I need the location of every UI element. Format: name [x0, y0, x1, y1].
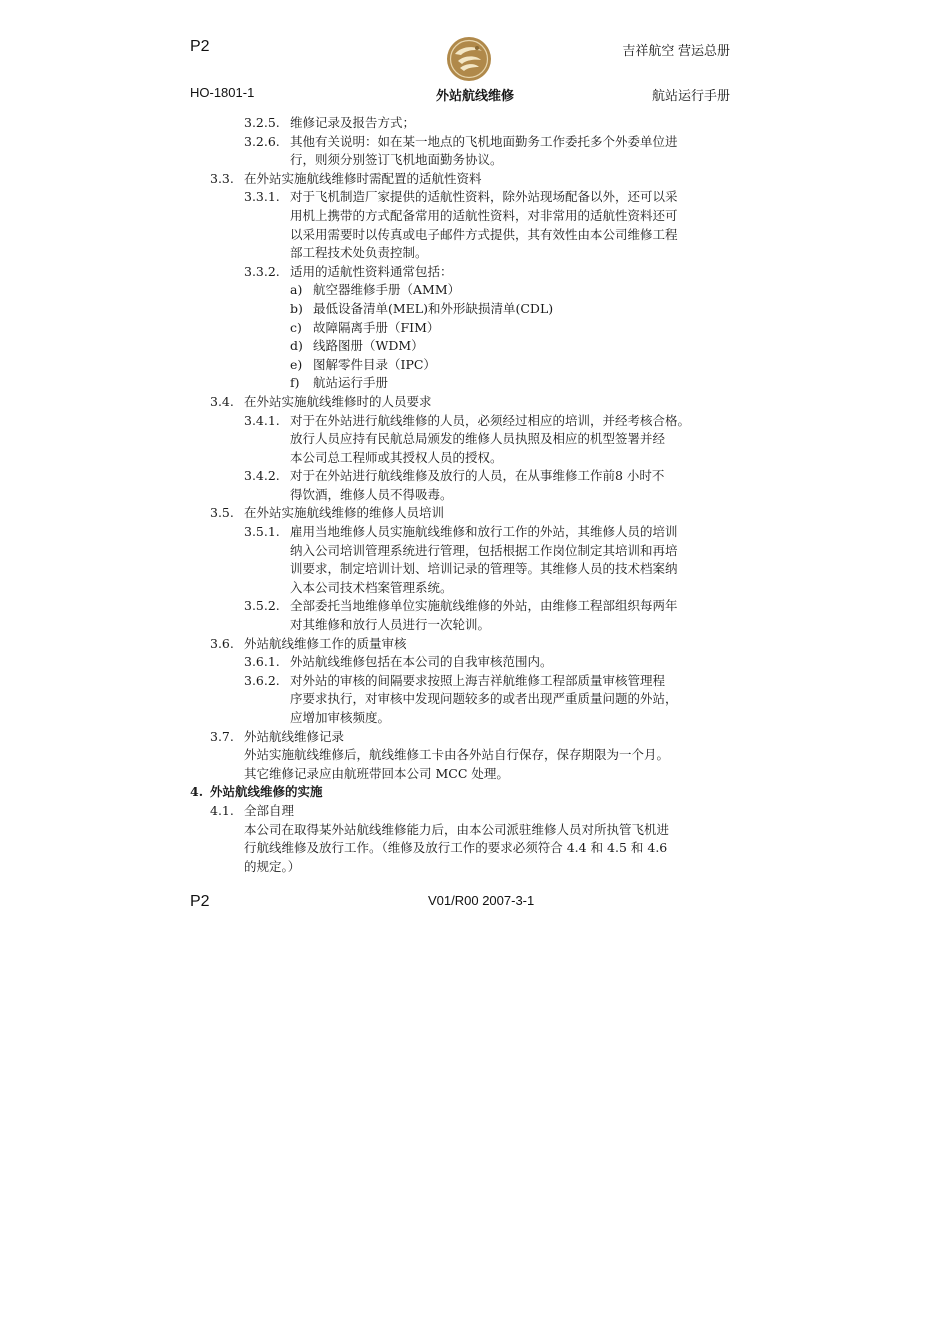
text-line [190, 858, 732, 877]
line-text: 对外站的审核的间隔要求按照上海吉祥航维修工程部质量审核管理程 [290, 672, 666, 688]
item-number: 3.6.1. [244, 654, 280, 670]
line-text: 本公司总工程师或其授权人员的授权。 [290, 449, 503, 465]
text-line [190, 319, 732, 338]
item-number: 3.4. [210, 393, 234, 409]
text-line [190, 226, 732, 245]
line-text: 行，则须分别签订飞机地面勤务协议。 [290, 152, 503, 168]
text-line [190, 114, 732, 133]
text-line [190, 839, 732, 858]
footer-version: V01/R00 2007-3-1 [428, 893, 535, 908]
line-text: 航空器维修手册（AMM） [313, 282, 461, 298]
item-number: 4. [190, 784, 204, 800]
line-text: 部工程技术处负责控制。 [290, 245, 428, 261]
text-line [190, 821, 732, 840]
text-line [190, 207, 732, 226]
text-line [190, 133, 732, 152]
text-line [190, 151, 732, 170]
text-line [190, 542, 732, 561]
text-line [190, 430, 732, 449]
document-code: HO-1801-1 [190, 85, 255, 100]
text-line [190, 560, 732, 579]
text-line [190, 300, 732, 319]
text-line [190, 653, 732, 672]
line-text: 的规定。） [244, 858, 301, 874]
line-text: 全部自理 [244, 802, 295, 818]
text-line [190, 263, 732, 282]
line-text: 在外站实施航线维修的维修人员培训 [244, 505, 445, 521]
line-text: 应增加审核频度。 [290, 710, 391, 725]
item-number: b) [290, 300, 303, 316]
line-text: 全部委托当地维修单位实施航线维修的外站，由维修工程部组织每两年 [290, 598, 678, 614]
line-text: 本公司在取得某外站航线维修能力后，由本公司派驻维修人员对所执管飞机进 [244, 821, 670, 837]
line-text: 外站航线维修记录 [244, 728, 345, 744]
item-number: 3.4.1. [244, 412, 280, 428]
item-number: 4.1. [210, 802, 234, 818]
line-text: 入本公司技术档案管理系统。 [290, 579, 453, 595]
line-text: 以采用需要时以传真或电子邮件方式提供，其有效性由本公司维修工程 [290, 226, 678, 242]
text-line [190, 170, 732, 189]
text-line [190, 467, 732, 486]
text-line [190, 746, 732, 765]
item-number: 3.3. [210, 170, 234, 186]
line-text: 序要求执行，对审核中发现问题较多的或者出现严重质量问题的外站， [290, 691, 678, 707]
item-number: e) [290, 356, 303, 372]
item-number: 3.6.2. [244, 672, 280, 688]
header-page-number: P2 [190, 38, 210, 55]
line-text: 外站航线维修工作的质量审核 [244, 635, 407, 651]
line-text: 对于在外站进行航线维修的人员，必须经过相应的培训，并经考核合格。 [290, 412, 691, 428]
section-title: 外站航线维修 [435, 88, 514, 103]
line-text: 外站航线维修包括在本公司的自我审核范围内。 [290, 654, 553, 670]
line-text: 纳入公司培训管理系统进行管理，包括根据工作岗位制定其培训和再培 [290, 542, 678, 558]
line-text: 训要求，制定培训计划、培训记录的管理等。其维修人员的技术档案纳 [290, 561, 678, 577]
text-line [190, 709, 732, 728]
text-line [190, 504, 732, 523]
item-number: d) [290, 338, 303, 354]
company-logo-icon [446, 36, 492, 82]
line-text: 对其维修和放行人员进行一次轮训。 [290, 617, 491, 633]
text-line [190, 449, 732, 468]
item-number: 3.3.2. [244, 263, 280, 279]
text-line [190, 783, 732, 802]
item-number: f) [290, 375, 300, 391]
text-line [190, 728, 732, 747]
line-text: 其它维修记录应由航班带回本公司 MCC 处理。 [244, 765, 509, 781]
line-text: 雇用当地维修人员实施航线维修和放行工作的外站，其维修人员的培训 [290, 524, 678, 540]
item-number: 3.2.6. [244, 133, 280, 149]
manual-name: 航站运行手册 [651, 88, 730, 103]
text-line [190, 244, 732, 263]
company-name: 吉祥航空 营运总册 [622, 43, 730, 58]
text-line [190, 765, 732, 784]
line-text: 图解零件目录（IPC） [313, 356, 436, 372]
text-line [190, 374, 732, 393]
line-text: 对于在外站进行航线维修及放行的人员，在从事维修工作前8 小时不 [290, 468, 665, 484]
text-line [190, 802, 732, 821]
item-number: c) [290, 319, 302, 335]
item-number: 3.4.2. [244, 468, 280, 484]
item-number: 3.5. [210, 505, 234, 521]
line-text: 在外站实施航线维修时的人员要求 [244, 393, 432, 409]
text-line [190, 281, 732, 300]
text-line [190, 337, 732, 356]
text-line [190, 188, 732, 207]
line-text: 故障隔离手册（FIM） [313, 319, 440, 335]
line-text: 得饮酒，维修人员不得吸毒。 [290, 486, 453, 502]
line-text: 放行人员应持有民航总局颁发的维修人员执照及相应的机型签署并经 [290, 431, 666, 447]
text-line [190, 579, 732, 598]
line-text: 外站航线维修的实施 [210, 784, 323, 800]
item-number: 3.7. [210, 728, 234, 744]
footer-page-number: P2 [190, 893, 210, 910]
text-line [190, 523, 732, 542]
line-text: 线路图册（WDM） [313, 338, 424, 354]
text-line [190, 486, 732, 505]
text-line [190, 393, 732, 412]
line-text: 维修记录及报告方式； [290, 115, 416, 130]
text-line [190, 597, 732, 616]
text-line [190, 690, 732, 709]
line-text: 行航线维修及放行工作。（维修及放行工作的要求必须符合 4.4 和 4.5 和 4.6 [244, 840, 668, 856]
line-text: 其他有关说明：如在某一地点的飞机地面勤务工作委托多个外委单位进 [290, 133, 678, 149]
item-number: 3.6. [210, 635, 234, 651]
line-text: 适用的适航性资料通常包括： [290, 263, 453, 279]
line-text: 最低设备清单(MEL)和外形缺损清单(CDL) [313, 300, 554, 316]
item-number: a) [290, 282, 303, 298]
text-line [190, 356, 732, 375]
text-line [190, 672, 732, 691]
line-text: 用机上携带的方式配备常用的适航性资料，对非常用的适航性资料还可 [290, 207, 678, 223]
item-number: 3.5.2. [244, 598, 280, 614]
line-text: 在外站实施航线维修时需配置的适航性资料 [244, 170, 482, 186]
line-text: 航站运行手册 [313, 375, 389, 391]
item-number: 3.3.1. [244, 189, 280, 205]
text-line [190, 616, 732, 635]
item-number: 3.2.5. [244, 115, 280, 130]
document-body [190, 114, 732, 876]
item-number: 3.5.1. [244, 524, 280, 540]
text-line [190, 412, 732, 431]
text-line [190, 635, 732, 654]
line-text: 外站实施航线维修后，航线维修工卡由各外站自行保存，保存期限为一个月。 [244, 747, 670, 763]
line-text: 对于飞机制造厂家提供的适航性资料，除外站现场配备以外，还可以采 [290, 189, 678, 205]
